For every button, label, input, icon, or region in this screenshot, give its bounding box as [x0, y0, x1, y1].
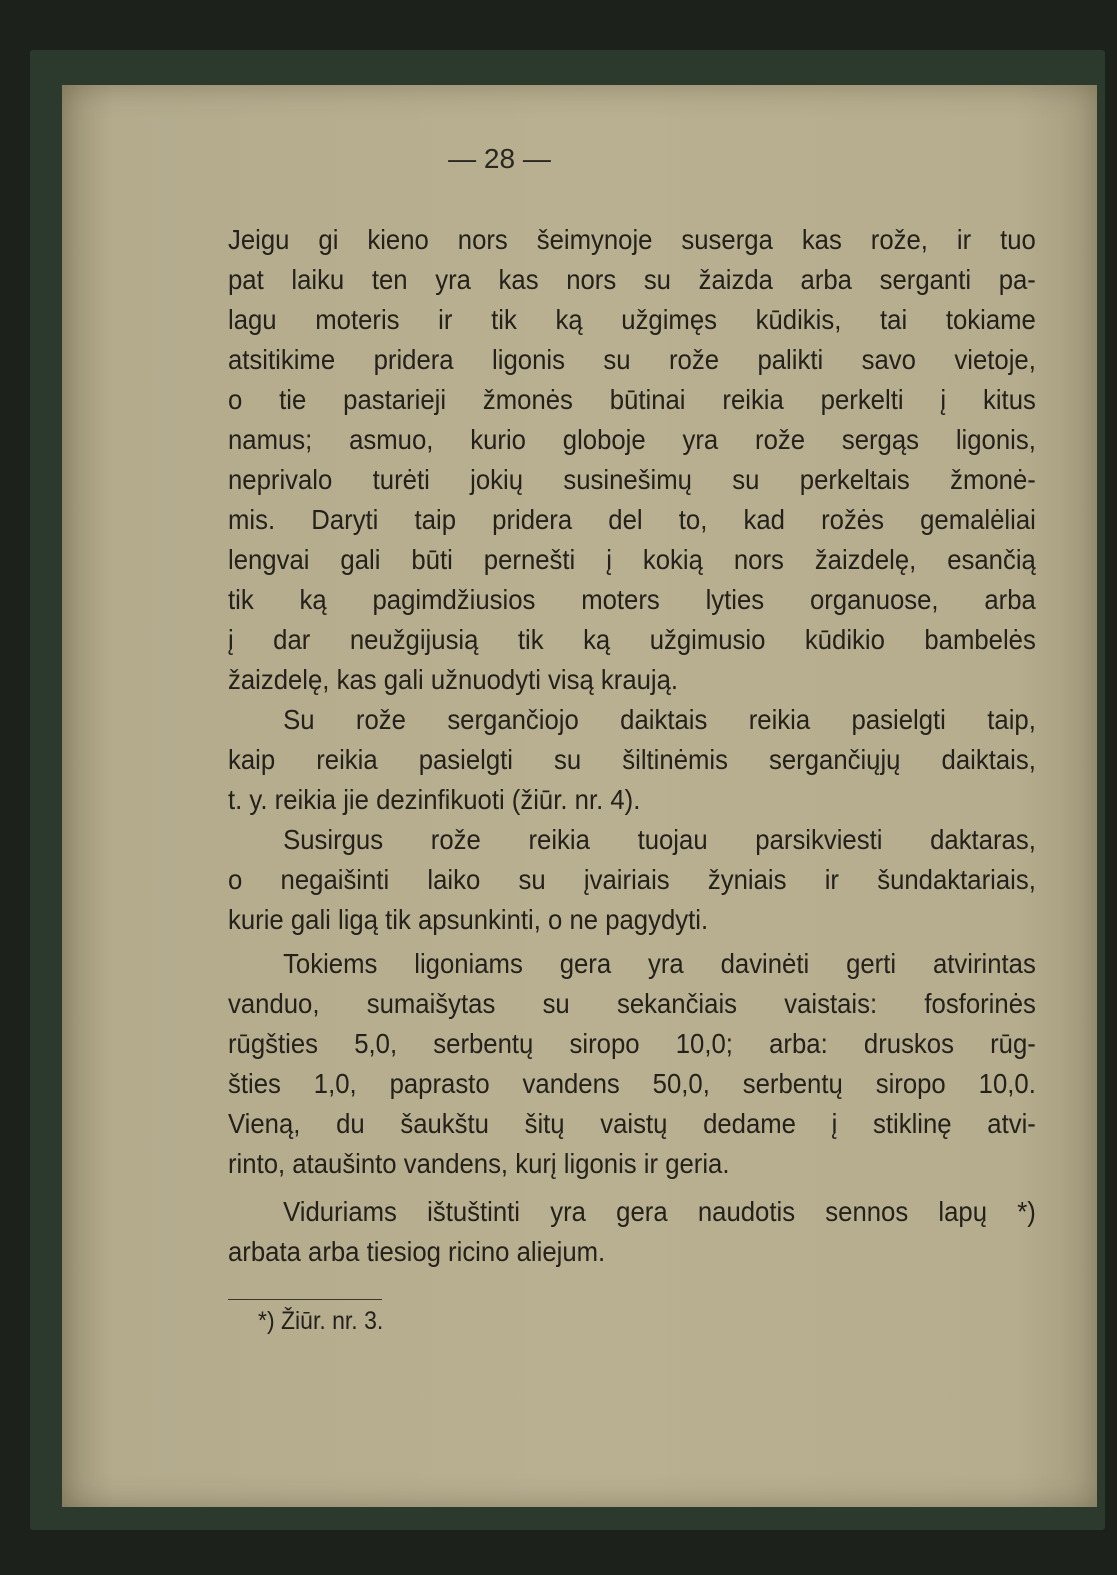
- paragraph-3: [228, 820, 1108, 940]
- text-line: lengvai gali būti pernešti į kokią nors žaizdelę, esančią: [228, 544, 1036, 575]
- text-line: neprivalo turėti jokių susinešimų su perkeltais žmonė-: [228, 464, 1036, 495]
- text-line: žaizdelę, kas gali užnuodyti visą kraują.: [228, 664, 679, 695]
- text-line: tik ką pagimdžiusios moters lyties organuose, arba: [228, 584, 1036, 615]
- paragraph-5: [228, 1192, 1108, 1272]
- page-number: — 28 —: [448, 143, 551, 174]
- footnote-divider: [228, 1299, 382, 1300]
- paragraph-4: [228, 944, 1108, 1184]
- text-line: rinto, ataušinto vandens, kurį ligonis ir geria.: [228, 1148, 730, 1179]
- paragraph-2: [228, 700, 1108, 820]
- text-line: kaip reikia pasielgti su šiltinėmis sergančiųjų daiktais,: [228, 744, 1036, 775]
- text-line: šties 1,0, paprasto vandens 50,0, serbentų siropo 10,0.: [228, 1068, 1036, 1099]
- text-line: mis. Daryti taip pridera del to, kad rožės gemalėliai: [228, 504, 1036, 535]
- text-line: namus; asmuo, kurio globoje yra rože sergąs ligonis,: [228, 424, 1036, 455]
- text-line: Vieną, du šaukštu šitų vaistų dedame į stiklinę atvi-: [228, 1108, 1036, 1139]
- text-line: rūgšties 5,0, serbentų siropo 10,0; arba: druskos rūg-: [228, 1028, 1036, 1059]
- text-line: vanduo, sumaišytas su sekančiais vaistais: fosforinės: [228, 988, 1036, 1019]
- text-line: pat laiku ten yra kas nors su žaizda arba serganti pa-: [228, 264, 1036, 295]
- text-line: kurie gali ligą tik apsunkinti, o ne pagydyti.: [228, 904, 709, 935]
- text-line: o tie pastarieji žmonės būtinai reikia perkelti į kitus: [228, 384, 1036, 415]
- body-text: [228, 220, 1108, 1272]
- text-line: Susirgus rože reikia tuojau parsikviesti daktaras,: [283, 824, 1036, 855]
- paragraph-1: [228, 220, 1108, 700]
- text-line: arbata arba tiesiog ricino aliejum.: [228, 1236, 606, 1267]
- text-line: Tokiems ligoniams gera yra davinėti gerti atvirintas: [283, 948, 1036, 979]
- text-line: Viduriams ištuštinti yra gera naudotis sennos lapų *): [283, 1196, 1036, 1227]
- text-line: lagu moteris ir tik ką užgimęs kūdikis, tai tokiame: [228, 304, 1036, 335]
- text-line: atsitikime pridera ligonis su rože palikti savo vietoje,: [228, 344, 1036, 375]
- text-line: į dar neužgijusią tik ką užgimusio kūdikio bambelės: [228, 624, 1036, 655]
- text-line: t. y. reikia jie dezinfikuoti (žiūr. nr. 4).: [228, 784, 641, 815]
- footnote: *) Žiūr. nr. 3.: [258, 1307, 384, 1335]
- text-line: Su rože sergančiojo daiktais reikia pasielgti taip,: [283, 704, 1036, 735]
- text-line: o negaišinti laiko su įvairiais žyniais ir šundaktariais,: [228, 864, 1036, 895]
- book-page: [62, 85, 1097, 1507]
- text-line: Jeigu gi kieno nors šeimynoje suserga kas rože, ir tuo: [228, 224, 1036, 255]
